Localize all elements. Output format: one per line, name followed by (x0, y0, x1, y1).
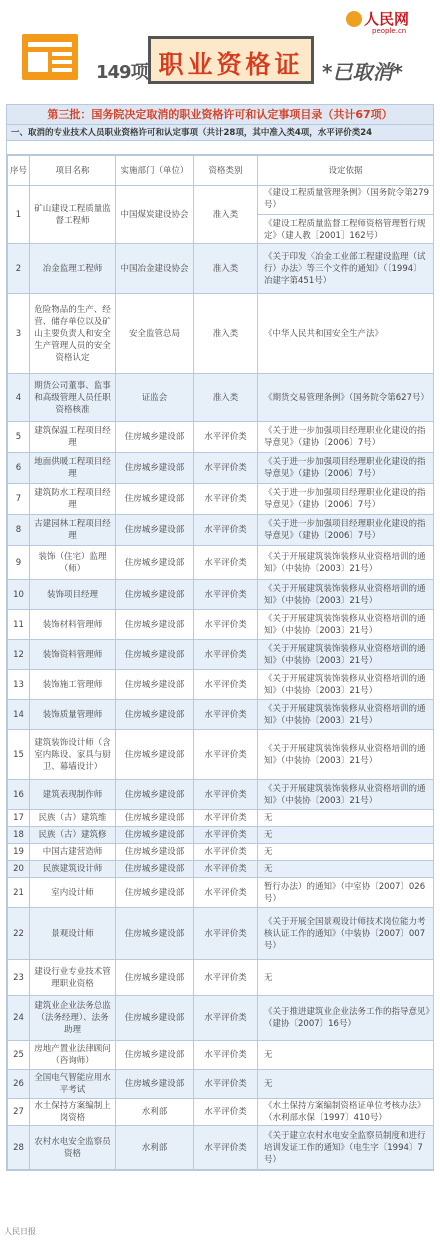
row-basis (258, 546, 434, 580)
page-header (0, 0, 440, 100)
qualification-table (6, 104, 434, 1171)
basis-text: 无 (264, 1050, 273, 1060)
table-row (8, 374, 434, 422)
basis-text: 无 (264, 972, 273, 983)
row-type: 水平评价类 (194, 878, 258, 908)
row-basis (258, 810, 434, 827)
row-type: 准入类 (194, 374, 258, 422)
basis-text: 《关于建立农村水电安全监察员制度和进行培训发证工作的通知》（电生字〔1994〕7号） (264, 1130, 426, 1165)
row-basis (258, 244, 434, 294)
row-type: 水平评价类 (194, 640, 258, 670)
table-row (8, 453, 434, 484)
row-type: 水平评价类 (194, 827, 258, 844)
row-name: 危险物品的生产、经营、储存单位以及矿山主要负责人和安全生产管理人员的安全资格认定 (30, 294, 116, 374)
row-basis (258, 186, 434, 244)
row-basis (258, 670, 434, 700)
table-row (8, 827, 434, 844)
row-name: 建筑装饰设计师（含室内陈设、家具与厨卫、幕墙设计） (30, 730, 116, 780)
basis-text: 《关于开展建筑装饰装修从业资格培训的通知》（中装协〔2003〕21号） (264, 743, 426, 766)
row-type: 准入类 (194, 186, 258, 244)
row-index: 25 (8, 1041, 30, 1070)
row-index: 6 (8, 453, 30, 484)
row-name: 装饰资料管理师 (30, 640, 116, 670)
table-row (8, 780, 434, 810)
row-dept: 水利部 (116, 1099, 194, 1126)
row-type: 水平评价类 (194, 670, 258, 700)
row-name: 装饰项目经理 (30, 580, 116, 610)
row-name: 全国电气智能应用水平考试 (30, 1070, 116, 1099)
row-type: 水平评价类 (194, 780, 258, 810)
row-dept: 水利部 (116, 1126, 194, 1170)
row-name: 建筑表现制作师 (30, 780, 116, 810)
basis-text: 《关于开展建筑装饰装修从业资格培训的通知》（中装协〔2003〕21号） (264, 583, 426, 606)
row-index: 17 (8, 810, 30, 827)
row-basis (258, 700, 434, 730)
row-name: 冶金监理工程师 (30, 244, 116, 294)
row-type: 水平评价类 (194, 484, 258, 515)
table-row (8, 186, 434, 244)
basis-text: 无 (264, 813, 273, 823)
row-index: 19 (8, 844, 30, 861)
row-basis (258, 960, 434, 996)
row-name: 建筑业企业法务总监（法务经理）、法务助理 (30, 996, 116, 1041)
basis-text: 《关于推进建筑业企业法务工作的指导意见》（建协〔2007〕16号） (264, 1007, 430, 1029)
basis-text: 暂行办法）的通知》（中室协〔2007〕026号） (264, 881, 426, 904)
basis-text: 《关于进一步加强项目经理职业化建设的指导意见》（建协〔2006〕7号） (264, 426, 426, 448)
row-dept: 住房城乡建设部 (116, 861, 194, 878)
row-type: 水平评价类 (194, 700, 258, 730)
basis-text: 《关于进一步加强项目经理职业化建设的指导意见》（建协〔2006〕7号） (264, 457, 426, 479)
basis-text: 《关于进一步加强项目经理职业化建设的指导意见》（建协〔2006〕7号） (264, 519, 426, 541)
row-basis (258, 484, 434, 515)
table-row (8, 700, 434, 730)
table-row (8, 640, 434, 670)
header-name: 项目名称 (30, 156, 116, 186)
row-index: 10 (8, 580, 30, 610)
basis-text: 《水土保持方案编制资格证单位考核办法》（水利部水保〔1997〕410号） (264, 1101, 426, 1123)
row-type: 水平评价类 (194, 1041, 258, 1070)
row-type: 准入类 (194, 294, 258, 374)
row-index: 18 (8, 827, 30, 844)
row-index: 3 (8, 294, 30, 374)
row-type: 水平评价类 (194, 908, 258, 960)
row-basis (258, 996, 434, 1041)
basis-text: 《中华人民共和国安全生产法》 (264, 328, 384, 339)
table-row (8, 1126, 434, 1170)
row-index: 27 (8, 1099, 30, 1126)
row-index: 9 (8, 546, 30, 580)
row-dept: 住房城乡建设部 (116, 484, 194, 515)
row-dept: 中国冶金建设协会 (116, 244, 194, 294)
table-row (8, 1070, 434, 1099)
row-name: 水土保持方案编制上岗资格 (30, 1099, 116, 1126)
row-name: 景观设计师 (30, 908, 116, 960)
row-index: 5 (8, 422, 30, 453)
row-basis (258, 908, 434, 960)
row-type: 水平评价类 (194, 960, 258, 996)
row-index: 12 (8, 640, 30, 670)
row-dept: 住房城乡建设部 (116, 730, 194, 780)
row-index: 11 (8, 610, 30, 640)
row-dept: 住房城乡建设部 (116, 546, 194, 580)
row-dept: 安全监管总局 (116, 294, 194, 374)
header-basis: 设定依据 (258, 156, 434, 186)
row-basis (258, 861, 434, 878)
table-body (7, 155, 434, 1170)
header-dept: 实施部门（单位） (116, 156, 194, 186)
row-index: 28 (8, 1126, 30, 1170)
row-type: 水平评价类 (194, 422, 258, 453)
row-dept: 中国煤炭建设协会 (116, 186, 194, 244)
row-name: 民族（古）建筑修 (30, 827, 116, 844)
row-name: 装饰质量管理师 (30, 700, 116, 730)
row-type: 水平评价类 (194, 546, 258, 580)
row-index: 21 (8, 878, 30, 908)
row-name: 建筑保温工程项目经理 (30, 422, 116, 453)
brand-url: people.cn (372, 27, 407, 35)
row-name: 期货公司董事、监事和高级管理人员任职资格核准 (30, 374, 116, 422)
header-type: 资格类别 (194, 156, 258, 186)
basis-text: 《关于开展建筑装饰装修从业资格培训的通知》（中装协〔2003〕21号） (264, 551, 426, 574)
row-basis (258, 878, 434, 908)
table-spacer (7, 141, 433, 155)
row-dept: 住房城乡建设部 (116, 580, 194, 610)
row-index: 4 (8, 374, 30, 422)
row-type: 水平评价类 (194, 844, 258, 861)
table-subcaption: 一、取消的专业技术人员职业资格许可和认定事项（共计28项，其中准入类4项，水平评价类24 (7, 125, 433, 141)
basis-text: 《关于印发〈冶金工业部工程建设监理（试行）办法〉等三个文件的通知》（〔1994〕冶建字第451号） (264, 251, 426, 286)
row-dept: 住房城乡建设部 (116, 453, 194, 484)
row-basis (258, 515, 434, 546)
row-basis (258, 844, 434, 861)
table-row (8, 730, 434, 780)
table-row (8, 244, 434, 294)
row-index: 1 (8, 186, 30, 244)
row-name: 地面供暖工程项目经理 (30, 453, 116, 484)
row-name: 中国古建营造师 (30, 844, 116, 861)
table-row (8, 294, 434, 374)
basis-text: 《关于开展建筑装饰装修从业资格培训的通知》（中装协〔2003〕21号） (264, 613, 426, 636)
basis-text: 无 (264, 847, 273, 857)
row-index: 20 (8, 861, 30, 878)
row-type: 水平评价类 (194, 861, 258, 878)
row-dept: 住房城乡建设部 (116, 640, 194, 670)
row-basis (258, 1126, 434, 1170)
row-basis (258, 422, 434, 453)
table-row (8, 878, 434, 908)
table-row (8, 515, 434, 546)
page-title-box (148, 36, 314, 84)
row-type: 水平评价类 (194, 730, 258, 780)
row-type: 水平评价类 (194, 810, 258, 827)
basis-text: 《关于开展建筑装饰装修从业资格培训的通知》（中装协〔2003〕21号） (264, 673, 426, 696)
basis-text: 《建设工程质量管理条例》（国务院令第279号） (264, 188, 429, 210)
basis-text: 《关于开展建筑装饰装修从业资格培训的通知》（中装协〔2003〕21号） (264, 703, 426, 726)
row-name: 建筑防水工程项目经理 (30, 484, 116, 515)
row-dept: 住房城乡建设部 (116, 844, 194, 861)
basis-text: 《关于开展建筑装饰装修从业资格培训的通知》（中装协〔2003〕21号） (264, 643, 426, 666)
row-basis (258, 580, 434, 610)
cancelled-label: *已取消* (322, 60, 403, 84)
row-name: 农村水电安全监察员资格 (30, 1126, 116, 1170)
row-index: 26 (8, 1070, 30, 1099)
row-type: 水平评价类 (194, 580, 258, 610)
row-name: 室内设计师 (30, 878, 116, 908)
brand-logo-icon (346, 11, 362, 27)
row-dept: 住房城乡建设部 (116, 1041, 194, 1070)
row-dept: 住房城乡建设部 (116, 810, 194, 827)
row-type: 准入类 (194, 244, 258, 294)
row-index: 14 (8, 700, 30, 730)
table-row (8, 908, 434, 960)
item-count: 149项 (96, 62, 148, 83)
row-name: 装饰施工管理师 (30, 670, 116, 700)
table-row (8, 546, 434, 580)
table-row (8, 670, 434, 700)
basis-text: 无 (264, 1079, 273, 1089)
header-index: 序号 (8, 156, 30, 186)
row-dept: 住房城乡建设部 (116, 422, 194, 453)
row-basis (258, 453, 434, 484)
row-index: 15 (8, 730, 30, 780)
row-dept: 住房城乡建设部 (116, 1070, 194, 1099)
row-name: 装饰（住宅）监理（师） (30, 546, 116, 580)
table-caption: 第三批：国务院决定取消的职业资格许可和认定事项目录（共计67项） (7, 105, 433, 125)
table-row (8, 996, 434, 1041)
basis-text: 《关于进一步加强项目经理职业化建设的指导意见》（建协〔2006〕7号） (264, 488, 426, 510)
row-index: 22 (8, 908, 30, 960)
document-icon (22, 34, 78, 80)
basis-text: 《建设工程质量监督工程师资格管理暂行规定》（建人教［2001］162号） (258, 214, 433, 242)
row-dept: 住房城乡建设部 (116, 996, 194, 1041)
row-name: 房地产置业法律顾问（咨询师） (30, 1041, 116, 1070)
row-basis (258, 730, 434, 780)
row-basis (258, 1041, 434, 1070)
row-name: 装饰材料管理师 (30, 610, 116, 640)
row-type: 水平评价类 (194, 996, 258, 1041)
row-dept: 住房城乡建设部 (116, 908, 194, 960)
row-type: 水平评价类 (194, 515, 258, 546)
row-dept: 住房城乡建设部 (116, 700, 194, 730)
row-index: 23 (8, 960, 30, 996)
table-row (8, 580, 434, 610)
page-title: 职业资格证 (158, 50, 304, 79)
row-basis (258, 1099, 434, 1126)
row-index: 24 (8, 996, 30, 1041)
row-type: 水平评价类 (194, 453, 258, 484)
row-dept: 住房城乡建设部 (116, 780, 194, 810)
row-type: 水平评价类 (194, 610, 258, 640)
row-dept: 住房城乡建设部 (116, 670, 194, 700)
row-type: 水平评价类 (194, 1070, 258, 1099)
row-basis (258, 827, 434, 844)
table-row (8, 960, 434, 996)
row-name: 民族（古）建筑维 (30, 810, 116, 827)
row-index: 7 (8, 484, 30, 515)
row-type: 水平评价类 (194, 1126, 258, 1170)
row-basis (258, 294, 434, 374)
row-basis (258, 640, 434, 670)
basis-text: 《关于开展全国景观设计师技术岗位能力考核认证工作的通知》（中装协〔2007〕007号） (264, 916, 426, 951)
row-basis (258, 374, 434, 422)
basis-text: 无 (264, 864, 273, 874)
row-name: 建设行业专业技术管理职业资格 (30, 960, 116, 996)
table-row (8, 422, 434, 453)
table-row (8, 844, 434, 861)
table-row (8, 610, 434, 640)
table-row (8, 810, 434, 827)
table-row (8, 484, 434, 515)
row-basis (258, 1070, 434, 1099)
row-index: 16 (8, 780, 30, 810)
row-index: 13 (8, 670, 30, 700)
row-index: 2 (8, 244, 30, 294)
table-row (8, 861, 434, 878)
row-dept: 住房城乡建设部 (116, 878, 194, 908)
row-dept: 住房城乡建设部 (116, 960, 194, 996)
row-dept: 住房城乡建设部 (116, 515, 194, 546)
row-dept: 证监会 (116, 374, 194, 422)
table-row (8, 1099, 434, 1126)
row-name: 古建园林工程项目经理 (30, 515, 116, 546)
table-row (8, 1041, 434, 1070)
row-dept: 住房城乡建设部 (116, 827, 194, 844)
row-basis (258, 610, 434, 640)
row-dept: 住房城乡建设部 (116, 610, 194, 640)
row-index: 8 (8, 515, 30, 546)
row-type: 水平评价类 (194, 1099, 258, 1126)
basis-text: 《关于开展建筑装饰装修从业资格培训的通知》（中装协〔2003〕21号） (264, 783, 426, 806)
table-header-row (8, 156, 434, 186)
row-name: 民族建筑设计师 (30, 861, 116, 878)
brand-name: 人民网 (364, 10, 410, 28)
row-basis (258, 780, 434, 810)
row-name: 矿山建设工程质量监督工程师 (30, 186, 116, 244)
basis-text: 《期货交易管理条例》（国务院令第627号） (264, 392, 429, 403)
basis-text: 无 (264, 830, 273, 840)
watermark: 人民日报 (4, 1227, 36, 1236)
